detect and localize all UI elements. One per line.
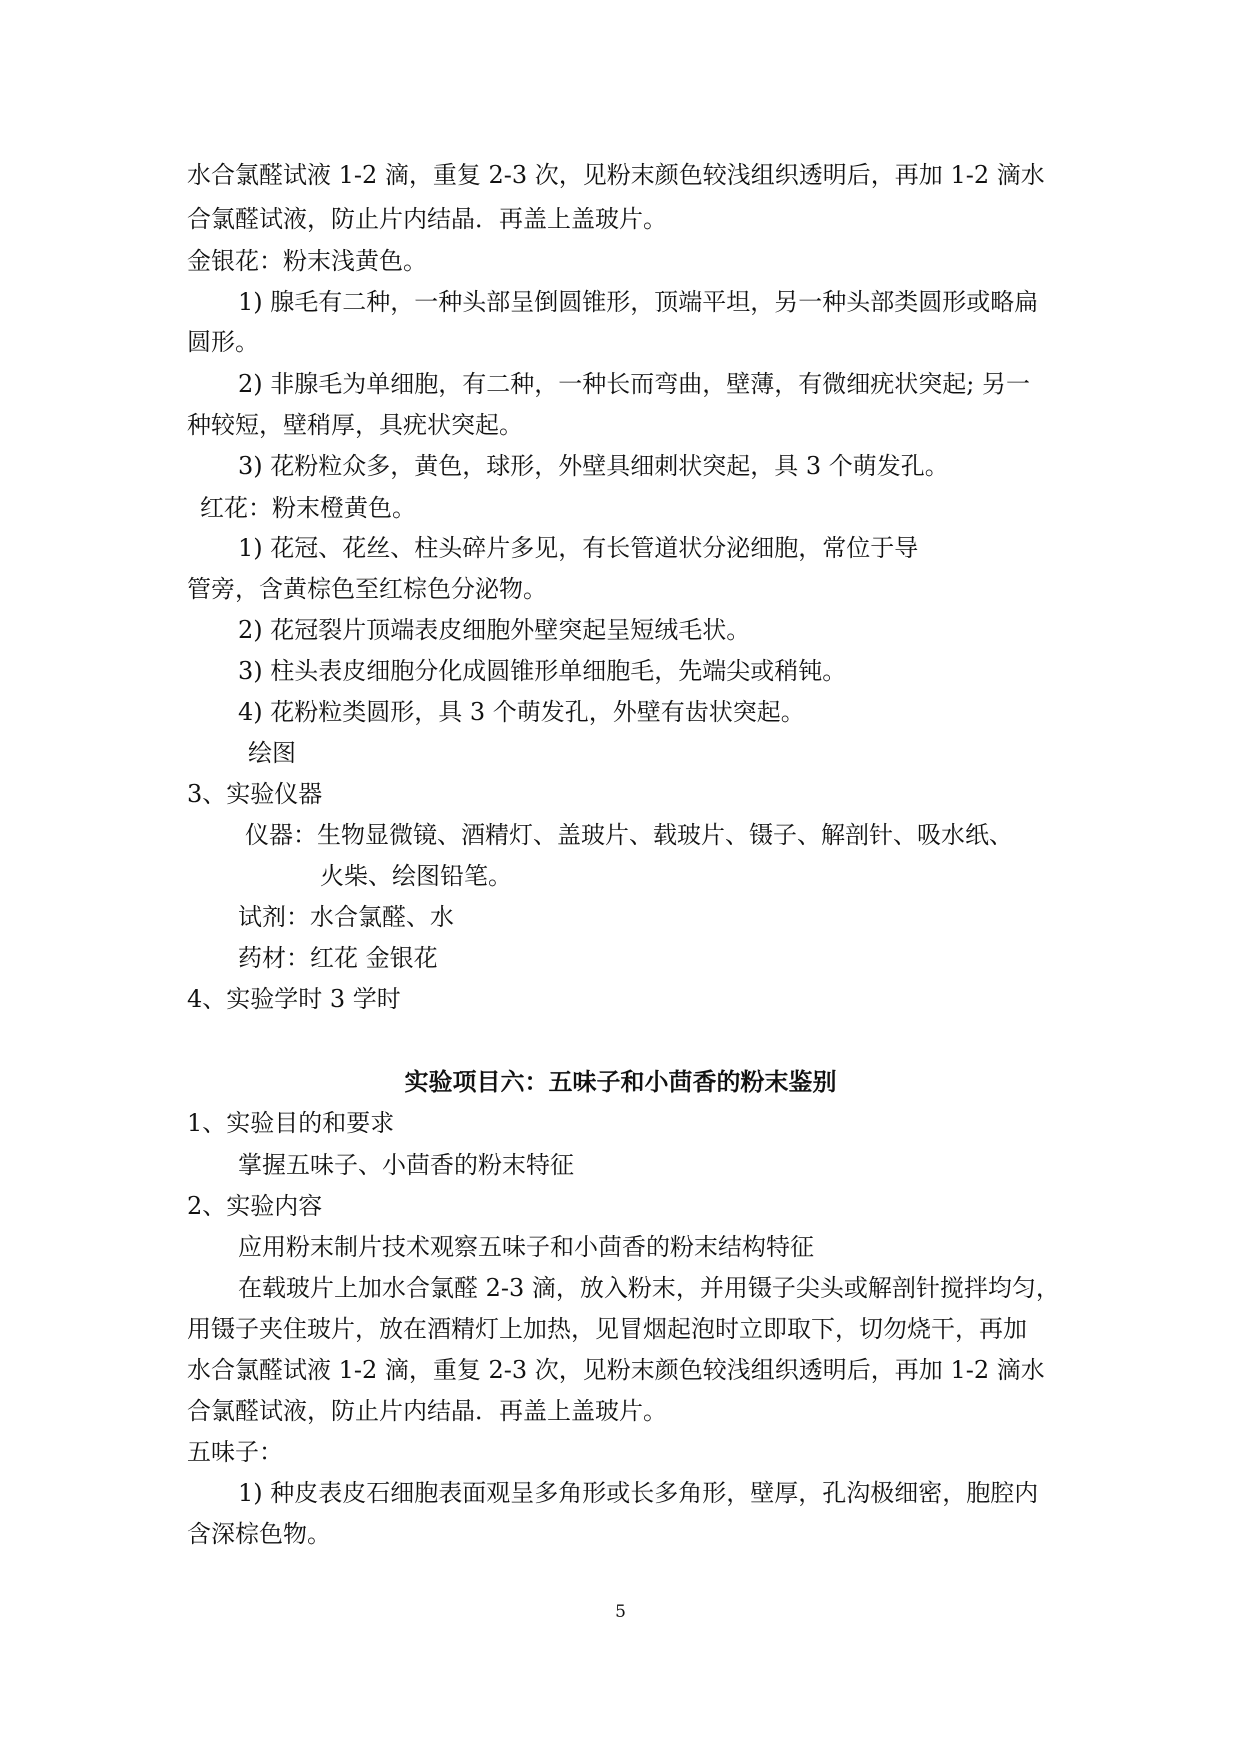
text-line: 试剂：水合氯醛、水 <box>238 903 454 931</box>
section-label-wuweizi: 五味子： <box>187 1438 283 1466</box>
text-line: 绘图 <box>248 739 296 767</box>
text-line: 仪器：生物显微镜、酒精灯、盖玻片、载玻片、镊子、解剖针、吸水纸、 <box>245 821 1013 849</box>
section-label-honghua: 红花：粉末橙黄色。 <box>200 494 416 522</box>
text-line: 1) 腺毛有二种，一种头部呈倒圆锥形，顶端平坦，另一种头部类圆形或略扁 <box>238 288 1039 316</box>
text-line: 3) 柱头表皮细胞分化成圆锥形单细胞毛，先端尖或稍钝。 <box>238 657 847 685</box>
text-line: 2) 花冠裂片顶端表皮细胞外壁突起呈短绒毛状。 <box>238 616 751 644</box>
text-line: 种较短，壁稍厚，具疣状突起。 <box>187 411 523 439</box>
text-line: 合氯醛试液，防止片内结晶．再盖上盖玻片。 <box>187 205 667 233</box>
text-line: 管旁，含黄棕色至红棕色分泌物。 <box>187 575 547 603</box>
text-line: 用镊子夹住玻片，放在酒精灯上加热，见冒烟起泡时立即取下，切勿烧干，再加 <box>187 1315 1027 1343</box>
text-line: 水合氯醛试液 1-2 滴，重复 2-3 次，见粉末颜色较浅组织透明后，再加 1-2 滴水 <box>187 1356 1045 1384</box>
text-line: 1) 花冠、花丝、柱头碎片多见，有长管道状分泌细胞，常位于导 <box>238 534 919 562</box>
section-heading: 1、实验目的和要求 <box>187 1109 395 1137</box>
page-number: 5 <box>615 1602 626 1622</box>
section-heading: 2、实验内容 <box>187 1192 323 1220</box>
text-line: 应用粉末制片技术观察五味子和小茴香的粉末结构特征 <box>238 1233 814 1261</box>
experiment-title: 实验项目六：五味子和小茴香的粉末鉴别 <box>404 1067 837 1096</box>
text-line: 2) 非腺毛为单细胞，有二种，一种长而弯曲，壁薄，有微细疣状突起; 另一 <box>238 370 1030 398</box>
text-line: 3) 花粉粒众多，黄色，球形，外壁具细刺状突起，具 3 个萌发孔。 <box>238 452 949 480</box>
text-line: 4) 花粉粒类圆形，具 3 个萌发孔，外壁有齿状突起。 <box>238 698 805 726</box>
text-line: 在载玻片上加水合氯醛 2-3 滴，放入粉末，并用镊子尖头或解剖针搅拌均匀， <box>238 1274 1060 1302</box>
text-line: 1) 种皮表皮石细胞表面观呈多角形或长多角形，壁厚，孔沟极细密，胞腔内 <box>238 1479 1039 1507</box>
text-line: 火柴、绘图铅笔。 <box>320 862 512 890</box>
section-label-jinyinhua: 金银花：粉末浅黄色。 <box>187 247 427 275</box>
section-heading: 4、实验学时 3 学时 <box>187 985 401 1013</box>
text-line: 合氯醛试液，防止片内结晶．再盖上盖玻片。 <box>187 1397 667 1425</box>
section-heading: 3、实验仪器 <box>187 780 323 808</box>
text-line: 圆形。 <box>187 328 259 356</box>
text-line: 含深棕色物。 <box>187 1520 331 1548</box>
text-line: 药材：红花 金银花 <box>238 944 438 972</box>
text-line: 掌握五味子、小茴香的粉末特征 <box>238 1151 574 1179</box>
text-line: 水合氯醛试液 1-2 滴，重复 2-3 次，见粉末颜色较浅组织透明后，再加 1-2 滴水 <box>187 161 1045 189</box>
